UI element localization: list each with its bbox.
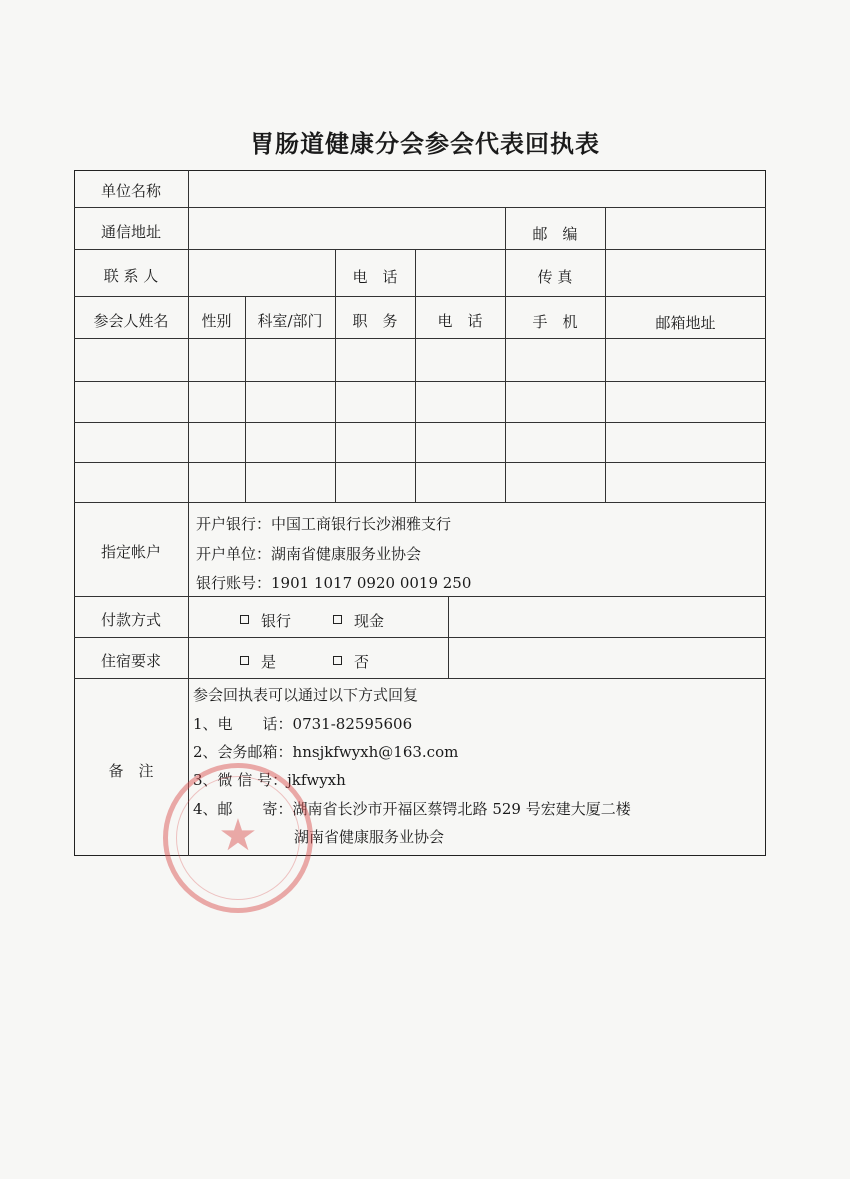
column-divider — [415, 249, 416, 502]
contact-label: 联 系 人 — [103, 267, 159, 285]
attendee-header-name: 参会人姓名 — [93, 312, 169, 330]
attendee-header-gender: 性别 — [201, 312, 232, 330]
remarks-wechat: 3、微 信 号：jkfwyxh — [193, 771, 346, 789]
payment-cash-option[interactable]: 现金 — [333, 610, 384, 631]
attendee-header-phone: 电 话 — [437, 312, 483, 330]
row-divider — [74, 249, 766, 250]
attendee-header-email: 邮箱地址 — [655, 314, 716, 332]
row-divider — [74, 462, 766, 463]
row-divider — [74, 502, 766, 503]
remarks-email: 2、会务邮箱：hnsjkfwyxh@163.com — [193, 743, 459, 761]
unit-name-label: 单位名称 — [100, 182, 161, 200]
remarks-mail: 4、邮 寄：湖南省长沙市开福区蔡锷北路 529 号宏建大厦二楼 — [193, 800, 631, 818]
checkbox-icon[interactable] — [333, 656, 342, 665]
star-icon: ★ — [218, 810, 258, 861]
row-divider — [74, 596, 766, 597]
column-divider — [448, 596, 449, 678]
row-divider — [74, 207, 766, 208]
payment-bank-option[interactable]: 银行 — [240, 610, 291, 631]
attendee-header-department: 科室/部门 — [257, 312, 323, 330]
postcode-label: 邮 编 — [532, 225, 578, 243]
column-divider — [188, 170, 189, 856]
checkbox-icon[interactable] — [240, 656, 249, 665]
account-label: 指定帐户 — [100, 543, 161, 561]
attendee-header-position: 职 务 — [352, 312, 398, 330]
attendee-header-mobile: 手 机 — [532, 313, 578, 331]
page-title: 胃肠道健康分会参会代表回执表 — [250, 130, 600, 158]
account-number: 银行账号：1901 1017 0920 0019 250 — [196, 574, 472, 592]
remarks-mail-org: 湖南省健康服务业协会 — [294, 828, 445, 846]
row-divider — [74, 338, 766, 339]
payment-label: 付款方式 — [100, 611, 161, 629]
checkbox-icon[interactable] — [240, 615, 249, 624]
lodging-yes-option[interactable]: 是 — [240, 651, 276, 672]
column-divider — [605, 207, 606, 296]
row-divider — [74, 678, 766, 679]
checkbox-icon[interactable] — [333, 615, 342, 624]
lodging-no-option[interactable]: 否 — [333, 651, 369, 672]
account-unit: 开户单位：湖南省健康服务业协会 — [196, 545, 422, 563]
address-label: 通信地址 — [100, 223, 161, 241]
remarks-label: 备 注 — [108, 762, 154, 780]
row-divider — [74, 381, 766, 382]
remarks-intro: 参会回执表可以通过以下方式回复 — [193, 686, 419, 704]
row-divider — [74, 296, 766, 297]
account-bank: 开户银行：中国工商银行长沙湘雅支行 — [196, 515, 452, 533]
fax-label: 传 真 — [537, 268, 573, 286]
remarks-phone: 1、电 话：0731-82595606 — [193, 715, 413, 733]
lodging-label: 住宿要求 — [100, 652, 161, 670]
row-divider — [74, 422, 766, 423]
row-divider — [74, 637, 766, 638]
phone-label: 电 话 — [352, 268, 398, 286]
